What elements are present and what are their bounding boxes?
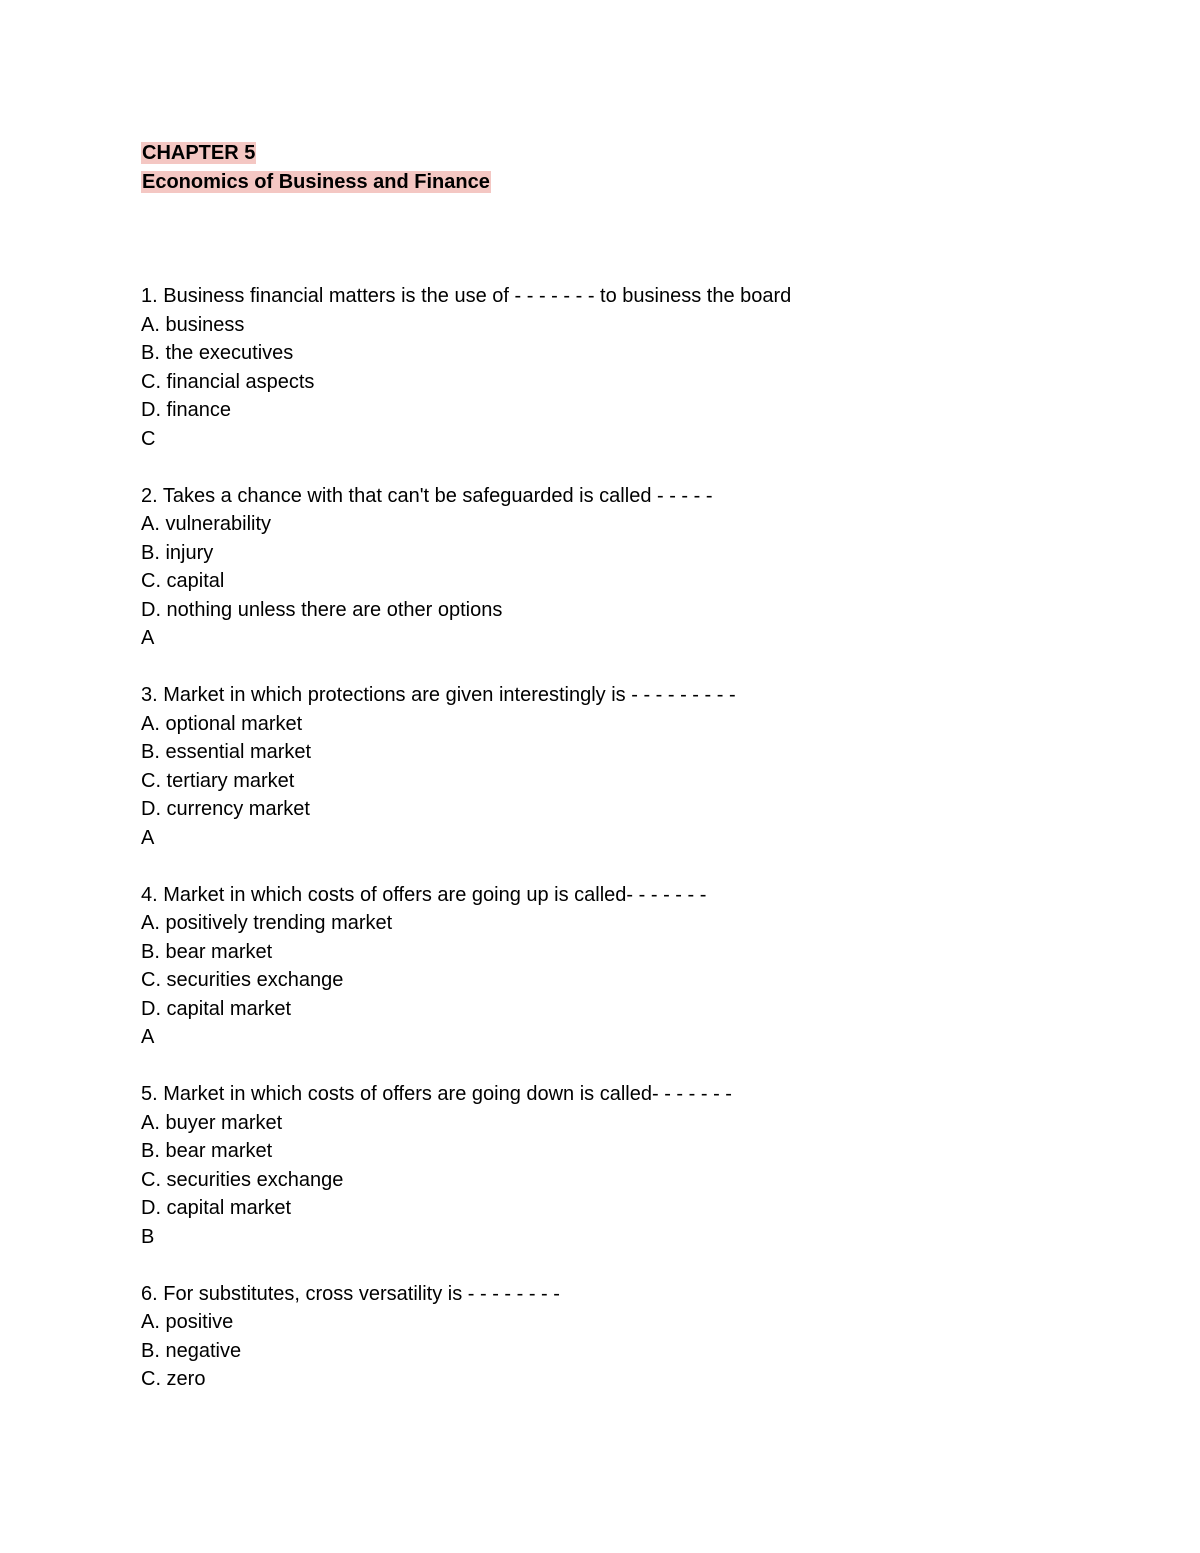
chapter-subtitle-line [141, 168, 1101, 197]
answer: B [141, 1225, 155, 1248]
answer: A [141, 1026, 155, 1048]
option-c: C. zero [141, 1368, 206, 1390]
question-text: 6. For substitutes, cross versatility is - - - - - - - - [141, 1282, 560, 1305]
question-6 [141, 1280, 1101, 1394]
option-b: B. injury [141, 541, 214, 564]
option-a: A. optional market [141, 712, 303, 735]
option-d: D. capital market [141, 1197, 292, 1219]
question-3 [141, 681, 1101, 852]
question-2 [141, 482, 1101, 653]
option-a: A. business [141, 313, 245, 336]
option-d: D. currency market [141, 798, 310, 820]
option-a: A. buyer market [141, 1111, 283, 1134]
question-text: 3. Market in which protections are given interestingly is - - - - - - - - - [141, 684, 736, 706]
option-c: C. financial aspects [141, 370, 315, 393]
answer: A [141, 627, 155, 649]
question-text: 1. Business financial matters is the use of - - - - - - - to business the board [141, 285, 792, 307]
option-a: A. positively trending market [141, 912, 393, 934]
answer: A [141, 826, 155, 849]
question-text: 4. Market in which costs of offers are going up is called- - - - - - - [141, 883, 707, 906]
question-5 [141, 1080, 1101, 1251]
question-1 [141, 282, 1101, 453]
answer: C [141, 427, 156, 450]
option-d: D. nothing unless there are other options [141, 598, 503, 621]
option-c: C. securities exchange [141, 969, 344, 991]
option-c: C. capital [141, 570, 225, 592]
chapter-title: CHAPTER 5 [142, 142, 256, 164]
document-page [141, 139, 1101, 1422]
chapter-title-line [141, 139, 1101, 168]
option-a: A. positive [141, 1311, 234, 1333]
option-b: B. bear market [141, 940, 273, 963]
option-d: D. finance [141, 399, 232, 421]
option-a: A. vulnerability [141, 513, 272, 535]
option-b: B. bear market [141, 1140, 273, 1162]
option-b: B. negative [141, 1339, 242, 1362]
option-c: C. securities exchange [141, 1168, 344, 1191]
option-b: B. the executives [141, 342, 294, 364]
option-b: B. essential market [141, 741, 312, 763]
option-d: D. capital market [141, 997, 292, 1020]
question-text: 2. Takes a chance with that can't be safeguarded is called - - - - - [141, 484, 713, 507]
chapter-subtitle: Economics of Business and Finance [142, 171, 490, 193]
question-text: 5. Market in which costs of offers are going down is called- - - - - - - [141, 1083, 732, 1105]
question-4 [141, 881, 1101, 1052]
header-spacer [141, 197, 1101, 282]
option-c: C. tertiary market [141, 769, 295, 792]
